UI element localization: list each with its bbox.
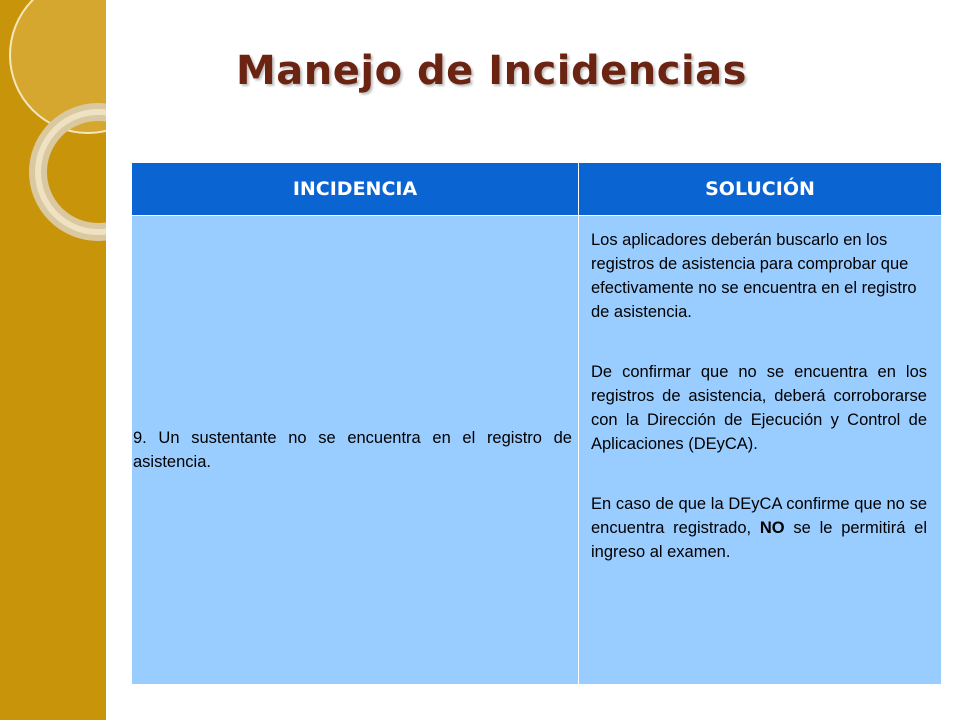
incidencia-cell: 9. Un sustentante no se encuentra en el registro de asistencia. (132, 216, 579, 685)
solucion-p3-text-start: En caso de que la DEyCA confirme que no se encuentra registrado, (591, 495, 927, 537)
table-row (132, 216, 942, 685)
page-title: Manejo de Incidencias (236, 48, 747, 94)
header-incidencia: INCIDENCIA (132, 163, 579, 216)
solucion-paragraph-2: De confirmar que no se encuentra en los registros de asistencia, deberá corroborarse con la Dirección de Ejecución y Control de Aplicaciones (DEyCA). (591, 363, 927, 453)
solucion-p3-text-end: se le permitirá el ingreso al examen. (591, 519, 927, 561)
decorative-sidebar (0, 0, 106, 720)
solucion-p3-emphasis: NO (759, 519, 785, 537)
solucion-paragraph-3 (591, 492, 927, 564)
header-solucion: SOLUCIÓN (579, 163, 942, 216)
table-header-row (132, 163, 942, 216)
solucion-cell (579, 216, 942, 685)
solucion-paragraph-1: Los aplicadores deberán buscarlo en los registros de asistencia para comprobar que efectivamente no se encuentra en el registro de asistencia. (591, 231, 917, 321)
decorative-rings-graphic (0, 0, 106, 720)
incidents-table (131, 162, 942, 685)
